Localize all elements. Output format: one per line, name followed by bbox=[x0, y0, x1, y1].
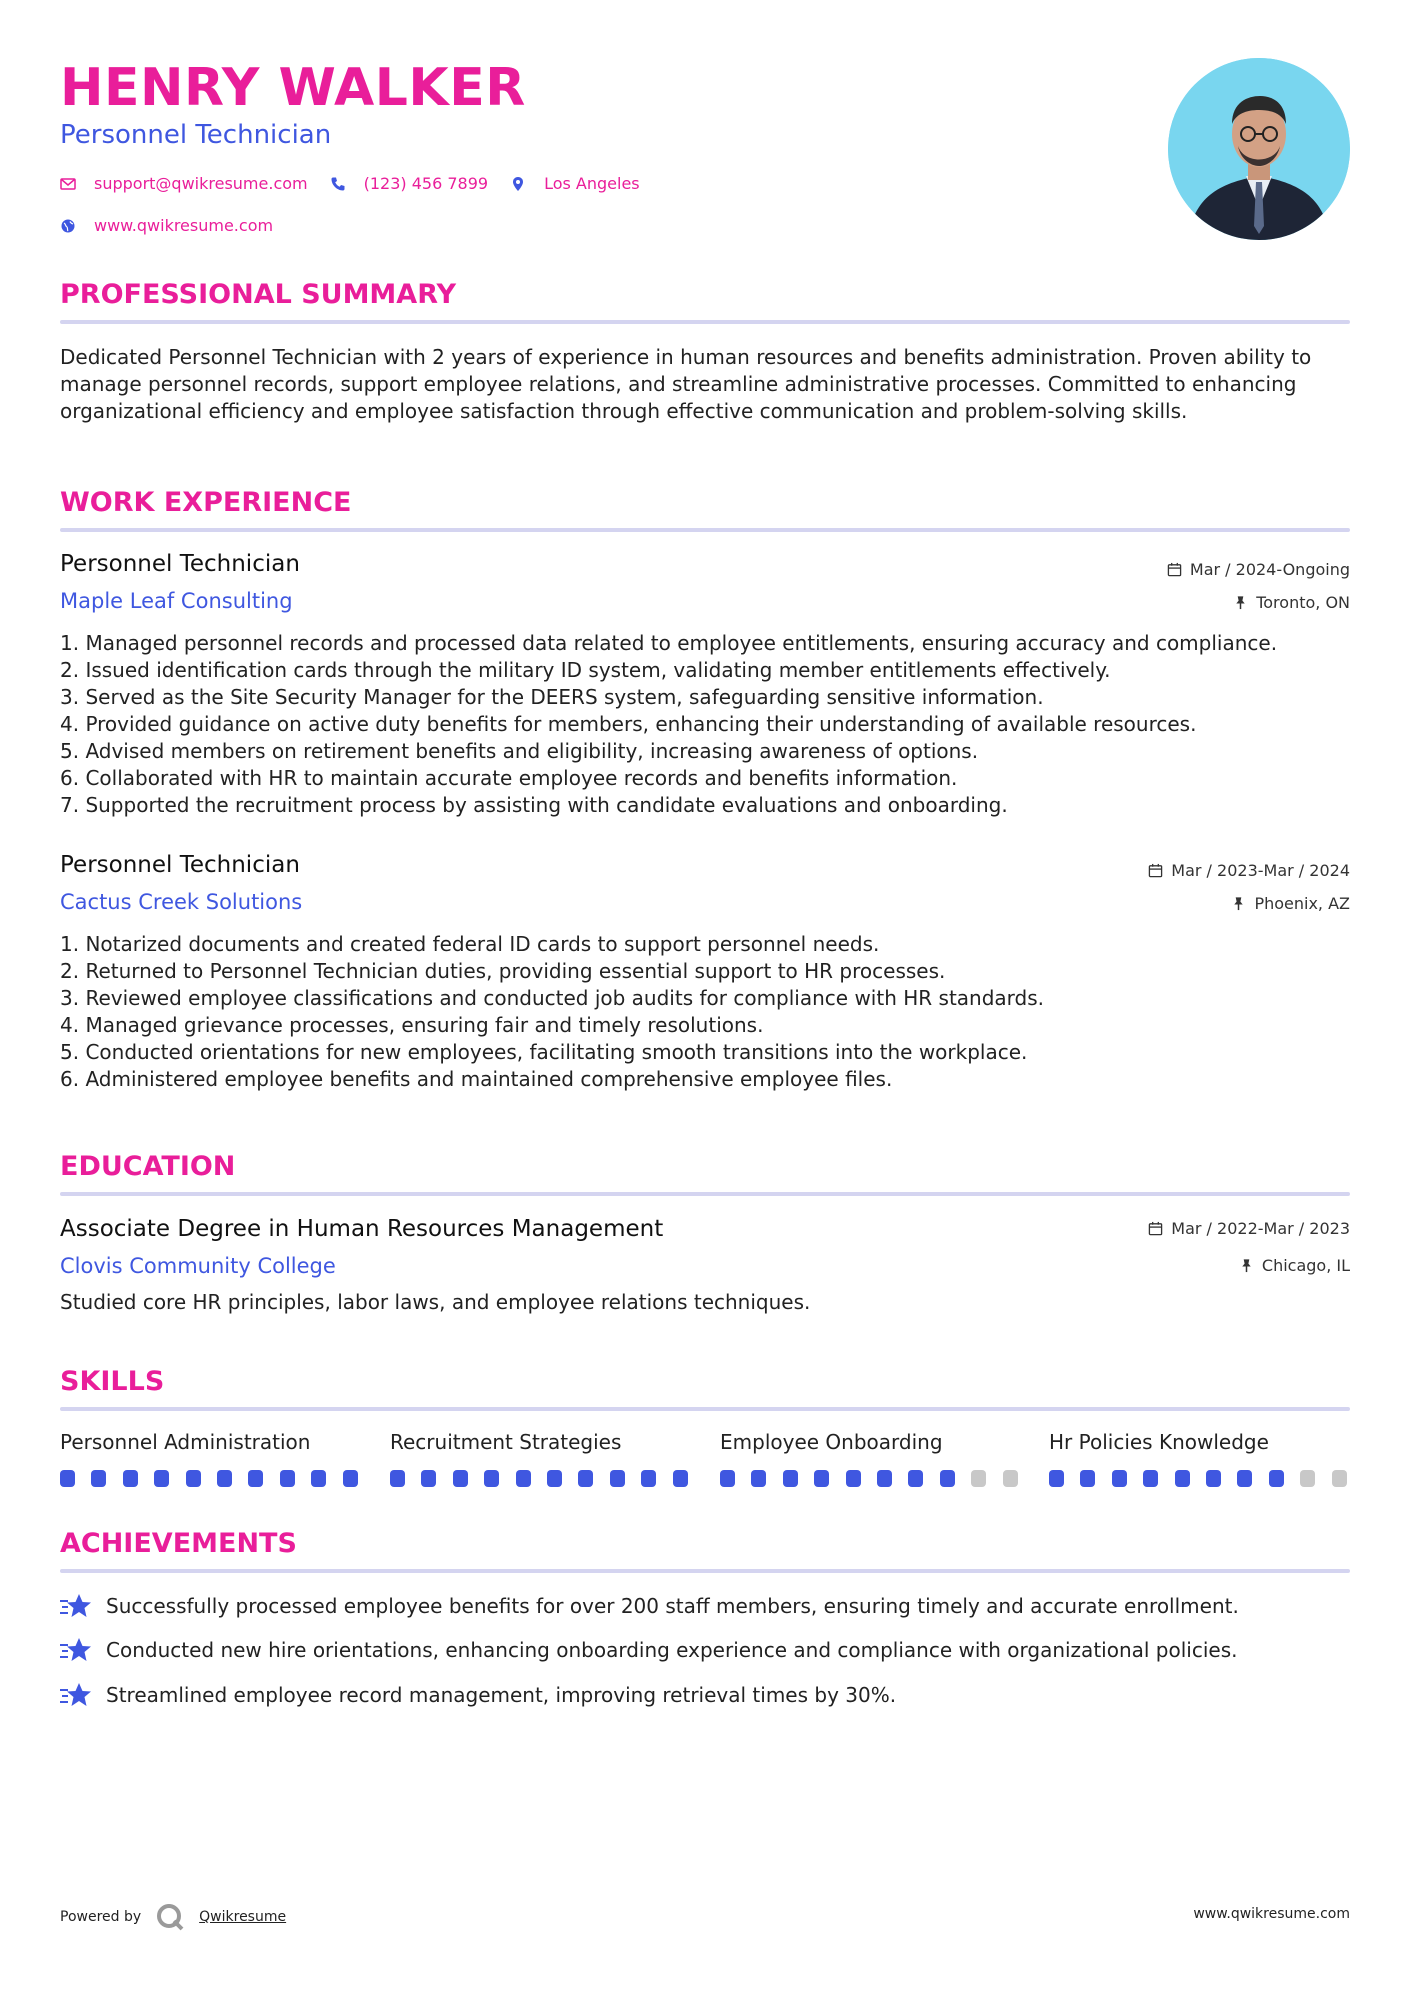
phone-icon bbox=[330, 176, 346, 192]
skill-dot-filled bbox=[453, 1470, 468, 1487]
list-item: 1. Notarized documents and created federal ID cards to support personnel needs. bbox=[60, 932, 880, 956]
job-location bbox=[1233, 593, 1350, 612]
job-location bbox=[1231, 894, 1350, 913]
education-location-text: Chicago, IL bbox=[1261, 1256, 1350, 1275]
footer-url[interactable]: www.qwikresume.com bbox=[1193, 1906, 1350, 1922]
summary-heading: PROFESSIONAL SUMMARY bbox=[60, 279, 457, 310]
achievement-text: Successfully processed employee benefits for over 200 staff members, ensuring timely and accurate enrollment. bbox=[106, 1594, 1239, 1618]
location-pin-icon bbox=[510, 176, 526, 192]
skill-dot-filled bbox=[60, 1470, 75, 1487]
degree-title: Associate Degree in Human Resources Management bbox=[60, 1216, 664, 1242]
skill-dot-filled bbox=[783, 1470, 798, 1487]
education-heading: EDUCATION bbox=[60, 1151, 236, 1182]
skill-name: Employee Onboarding bbox=[720, 1430, 943, 1454]
location-text: Los Angeles bbox=[544, 174, 640, 193]
skill-dot-filled bbox=[343, 1470, 358, 1487]
website-link[interactable]: www.qwikresume.com bbox=[94, 216, 274, 235]
skill-dot-filled bbox=[248, 1470, 263, 1487]
skill-dot-filled bbox=[390, 1470, 405, 1487]
star-icon bbox=[60, 1681, 92, 1709]
skill-dot-filled bbox=[641, 1470, 656, 1487]
experience-heading: WORK EXPERIENCE bbox=[60, 487, 352, 518]
skill-dot-filled bbox=[877, 1470, 892, 1487]
skill-rating bbox=[1049, 1470, 1363, 1487]
skill-dot-filled bbox=[1175, 1470, 1190, 1487]
skill-item bbox=[60, 1430, 360, 1458]
job-bullets bbox=[60, 931, 1350, 1093]
qwikresume-brand-link[interactable]: Qwikresume bbox=[199, 1909, 287, 1925]
globe-icon bbox=[60, 218, 76, 234]
skill-dot-filled bbox=[547, 1470, 562, 1487]
list-item: 1. Managed personnel records and processed data related to employee entitlements, ensuring accuracy and compliance. bbox=[60, 631, 1278, 655]
skill-dot-filled bbox=[1112, 1470, 1127, 1487]
skill-dot-empty bbox=[1300, 1470, 1315, 1487]
skill-name: Personnel Administration bbox=[60, 1430, 311, 1454]
skill-dot-filled bbox=[1237, 1470, 1252, 1487]
skill-dot-filled bbox=[91, 1470, 106, 1487]
skill-dot-filled bbox=[720, 1470, 735, 1487]
powered-by bbox=[60, 1902, 286, 1932]
calendar-icon bbox=[1148, 863, 1163, 878]
job-location-text: Toronto, ON bbox=[1256, 593, 1350, 612]
website-row bbox=[60, 216, 295, 235]
skill-item bbox=[390, 1430, 690, 1458]
list-item: 5. Conducted orientations for new employees, facilitating smooth transitions into the workplace. bbox=[60, 1040, 1028, 1064]
section-divider bbox=[60, 320, 1350, 324]
achievement-item bbox=[60, 1636, 1237, 1664]
skill-item bbox=[1049, 1430, 1349, 1458]
skill-rating bbox=[390, 1470, 704, 1487]
section-divider bbox=[60, 1569, 1350, 1573]
skill-dot-filled bbox=[846, 1470, 861, 1487]
achievement-item bbox=[60, 1592, 1239, 1620]
skill-dot-filled bbox=[280, 1470, 295, 1487]
skill-dot-filled bbox=[217, 1470, 232, 1487]
calendar-icon bbox=[1148, 1221, 1163, 1236]
list-item: 4. Provided guidance on active duty benefits for members, enhancing their understanding of available resources. bbox=[60, 712, 1197, 736]
education-dates-text: Mar / 2022-Mar / 2023 bbox=[1171, 1219, 1350, 1238]
list-item: 4. Managed grievance processes, ensuring fair and timely resolutions. bbox=[60, 1013, 764, 1037]
section-divider bbox=[60, 1407, 1350, 1411]
skill-dot-filled bbox=[673, 1470, 688, 1487]
job-dates-text: Mar / 2023-Mar / 2024 bbox=[1171, 861, 1350, 880]
skill-dot-filled bbox=[578, 1470, 593, 1487]
job-dates bbox=[1148, 861, 1350, 880]
education-description: Studied core HR principles, labor laws, and employee relations techniques. bbox=[60, 1290, 811, 1314]
candidate-name: HENRY WALKER bbox=[60, 58, 526, 118]
list-item: 6. Collaborated with HR to maintain accurate employee records and benefits information. bbox=[60, 766, 958, 790]
profile-photo bbox=[1168, 58, 1350, 240]
skill-dot-filled bbox=[484, 1470, 499, 1487]
phone-number[interactable]: (123) 456 7899 bbox=[363, 174, 489, 193]
achievement-text: Streamlined employee record management, improving retrieval times by 30%. bbox=[106, 1683, 897, 1707]
summary-text: Dedicated Personnel Technician with 2 years of experience in human resources and benefits administration. Proven ability to manage personnel records, support employee relations, and streamline administrative processes. Committed to enhancing organizational efficiency and employee satisfaction through effective communication and problem-solving skills. bbox=[60, 345, 1312, 423]
skill-dot-filled bbox=[814, 1470, 829, 1487]
skill-dot-filled bbox=[186, 1470, 201, 1487]
achievement-item bbox=[60, 1681, 896, 1709]
list-item: 5. Advised members on retirement benefits and eligibility, increasing awareness of options. bbox=[60, 739, 979, 763]
list-item: 2. Returned to Personnel Technician duties, providing essential support to HR processes. bbox=[60, 959, 946, 983]
skill-name: Recruitment Strategies bbox=[390, 1430, 622, 1454]
powered-by-label: Powered by bbox=[60, 1909, 142, 1925]
contact-row bbox=[60, 174, 662, 193]
calendar-icon bbox=[1167, 562, 1182, 577]
skill-dot-filled bbox=[123, 1470, 138, 1487]
qwikresume-logo-icon bbox=[155, 1902, 185, 1932]
job-company: Cactus Creek Solutions bbox=[60, 890, 303, 914]
skill-dot-filled bbox=[311, 1470, 326, 1487]
star-icon bbox=[60, 1592, 92, 1620]
skill-dot-empty bbox=[1332, 1470, 1347, 1487]
skill-dot-empty bbox=[1003, 1470, 1018, 1487]
skill-dot-filled bbox=[516, 1470, 531, 1487]
skill-rating bbox=[720, 1470, 1034, 1487]
job-role: Personnel Technician bbox=[60, 852, 300, 878]
job-bullets bbox=[60, 630, 1350, 819]
skill-dot-filled bbox=[610, 1470, 625, 1487]
skill-rating bbox=[60, 1470, 374, 1487]
education-dates bbox=[1148, 1219, 1350, 1238]
candidate-title: Personnel Technician bbox=[60, 120, 332, 150]
pushpin-icon bbox=[1233, 595, 1248, 610]
skill-dot-filled bbox=[940, 1470, 955, 1487]
email-icon bbox=[60, 176, 76, 192]
person-portrait-image bbox=[1168, 58, 1350, 240]
skill-dot-filled bbox=[1080, 1470, 1095, 1487]
job-dates bbox=[1167, 560, 1350, 579]
skill-dot-filled bbox=[1049, 1470, 1064, 1487]
list-item: 3. Reviewed employee classifications and conducted job audits for compliance with HR standards. bbox=[60, 986, 1045, 1010]
skill-name: Hr Policies Knowledge bbox=[1049, 1430, 1269, 1454]
job-location-text: Phoenix, AZ bbox=[1254, 894, 1350, 913]
school-name: Clovis Community College bbox=[60, 1254, 336, 1278]
job-role: Personnel Technician bbox=[60, 551, 300, 577]
skills-heading: SKILLS bbox=[60, 1366, 165, 1397]
education-location bbox=[1239, 1256, 1350, 1275]
pushpin-icon bbox=[1239, 1258, 1254, 1273]
list-item: 2. Issued identification cards through the military ID system, validating member entitlements effectively. bbox=[60, 658, 1111, 682]
achievements-heading: ACHIEVEMENTS bbox=[60, 1528, 297, 1559]
star-icon bbox=[60, 1636, 92, 1664]
skill-dot-filled bbox=[1206, 1470, 1221, 1487]
list-item: 3. Served as the Site Security Manager for the DEERS system, safeguarding sensitive information. bbox=[60, 685, 1044, 709]
skill-dot-filled bbox=[421, 1470, 436, 1487]
section-divider bbox=[60, 528, 1350, 532]
skill-item bbox=[720, 1430, 1020, 1458]
skill-dot-filled bbox=[908, 1470, 923, 1487]
skill-dot-filled bbox=[1269, 1470, 1284, 1487]
email-link[interactable]: support@qwikresume.com bbox=[94, 174, 308, 193]
skill-dot-filled bbox=[1143, 1470, 1158, 1487]
achievement-text: Conducted new hire orientations, enhancing onboarding experience and compliance with organizational policies. bbox=[106, 1638, 1238, 1662]
skill-dot-empty bbox=[971, 1470, 986, 1487]
list-item: 6. Administered employee benefits and maintained comprehensive employee files. bbox=[60, 1067, 893, 1091]
job-company: Maple Leaf Consulting bbox=[60, 589, 293, 613]
section-divider bbox=[60, 1192, 1350, 1196]
list-item: 7. Supported the recruitment process by assisting with candidate evaluations and onboarding. bbox=[60, 793, 1008, 817]
skill-dot-filled bbox=[154, 1470, 169, 1487]
pushpin-icon bbox=[1231, 896, 1246, 911]
skill-dot-filled bbox=[751, 1470, 766, 1487]
job-dates-text: Mar / 2024-Ongoing bbox=[1189, 560, 1350, 579]
